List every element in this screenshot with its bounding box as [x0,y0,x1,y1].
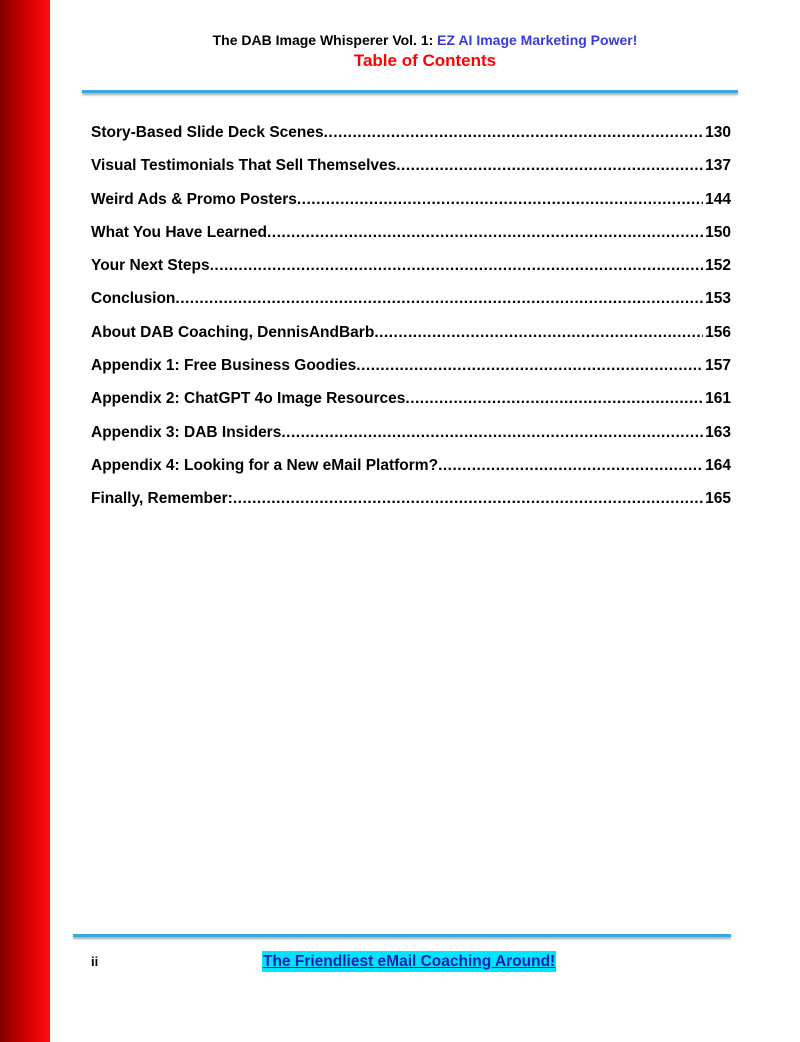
toc-dot-leader [281,424,703,442]
header-title-line [50,30,800,50]
series-title: EZ AI Image Marketing Power! [437,32,638,48]
toc-entry[interactable] [91,124,731,157]
toc-entry-page: 150 [705,223,731,241]
toc-dot-leader [324,124,704,142]
section-title: Table of Contents [353,51,497,70]
footer-tagline-link[interactable]: The Friendliest eMail Coaching Around! [263,953,556,970]
toc-dot-leader [233,490,703,508]
toc-dot-leader [374,324,703,342]
toc-entry-page: 130 [705,124,731,141]
toc-entry[interactable] [91,290,731,323]
toc-entry-page: 157 [705,357,731,375]
toc-entry-title: Story-Based Slide Deck Scenes [91,124,324,141]
toc-entry-page: 137 [705,157,731,175]
toc-entry[interactable] [91,357,731,390]
toc-dot-leader [267,224,703,242]
toc-dot-leader [175,290,703,308]
toc-entry[interactable] [91,257,731,290]
book-title: The DAB Image Whisperer Vol. 1: [212,32,434,48]
toc-entry-title: Appendix 3: DAB Insiders [91,423,282,441]
header-divider [82,90,738,93]
toc-entry[interactable] [91,490,731,523]
toc-entry[interactable] [91,324,731,357]
toc-entry-page: 164 [705,456,731,474]
toc-entry[interactable] [91,424,731,457]
footer-page-number: ii [91,954,99,969]
toc-entry-title: About DAB Coaching, DennisAndBarb [91,323,375,341]
toc-dot-leader [438,457,703,475]
toc-entry-page: 165 [705,490,731,508]
toc-dot-leader [210,257,704,275]
toc-entry-page: 152 [705,257,731,275]
page-header [50,30,800,72]
toc-dot-leader [356,357,703,375]
table-of-contents [91,124,731,524]
toc-entry-title: Appendix 1: Free Business Goodies [91,357,357,375]
toc-entry-title: Weird Ads & Promo Posters [91,190,297,208]
toc-entry[interactable] [91,157,731,190]
toc-entry-title: Finally, Remember: [91,490,233,508]
toc-entry-title: Visual Testimonials That Sell Themselves [91,157,397,175]
toc-entry-page: 161 [705,390,731,408]
toc-entry-title: Appendix 4: Looking for a New eMail Platform? [91,456,439,474]
toc-entry-page: 144 [705,190,731,208]
toc-dot-leader [396,157,703,175]
toc-entry[interactable] [91,390,731,423]
toc-dot-leader [405,390,703,408]
toc-entry[interactable] [91,224,731,257]
toc-entry-title: Appendix 2: ChatGPT 4o Image Resources [91,390,406,408]
toc-dot-leader [297,191,703,209]
toc-entry[interactable] [91,457,731,490]
toc-entry-title: Conclusion [91,290,176,308]
toc-entry-title: What You Have Learned [91,223,267,241]
toc-entry[interactable] [91,191,731,224]
toc-entry-page: 163 [705,423,731,441]
footer-divider [73,934,731,937]
toc-entry-page: 153 [705,290,731,308]
red-side-bar [0,0,50,1042]
toc-entry-title: Your Next Steps [91,257,210,275]
toc-entry-page: 156 [705,323,731,341]
